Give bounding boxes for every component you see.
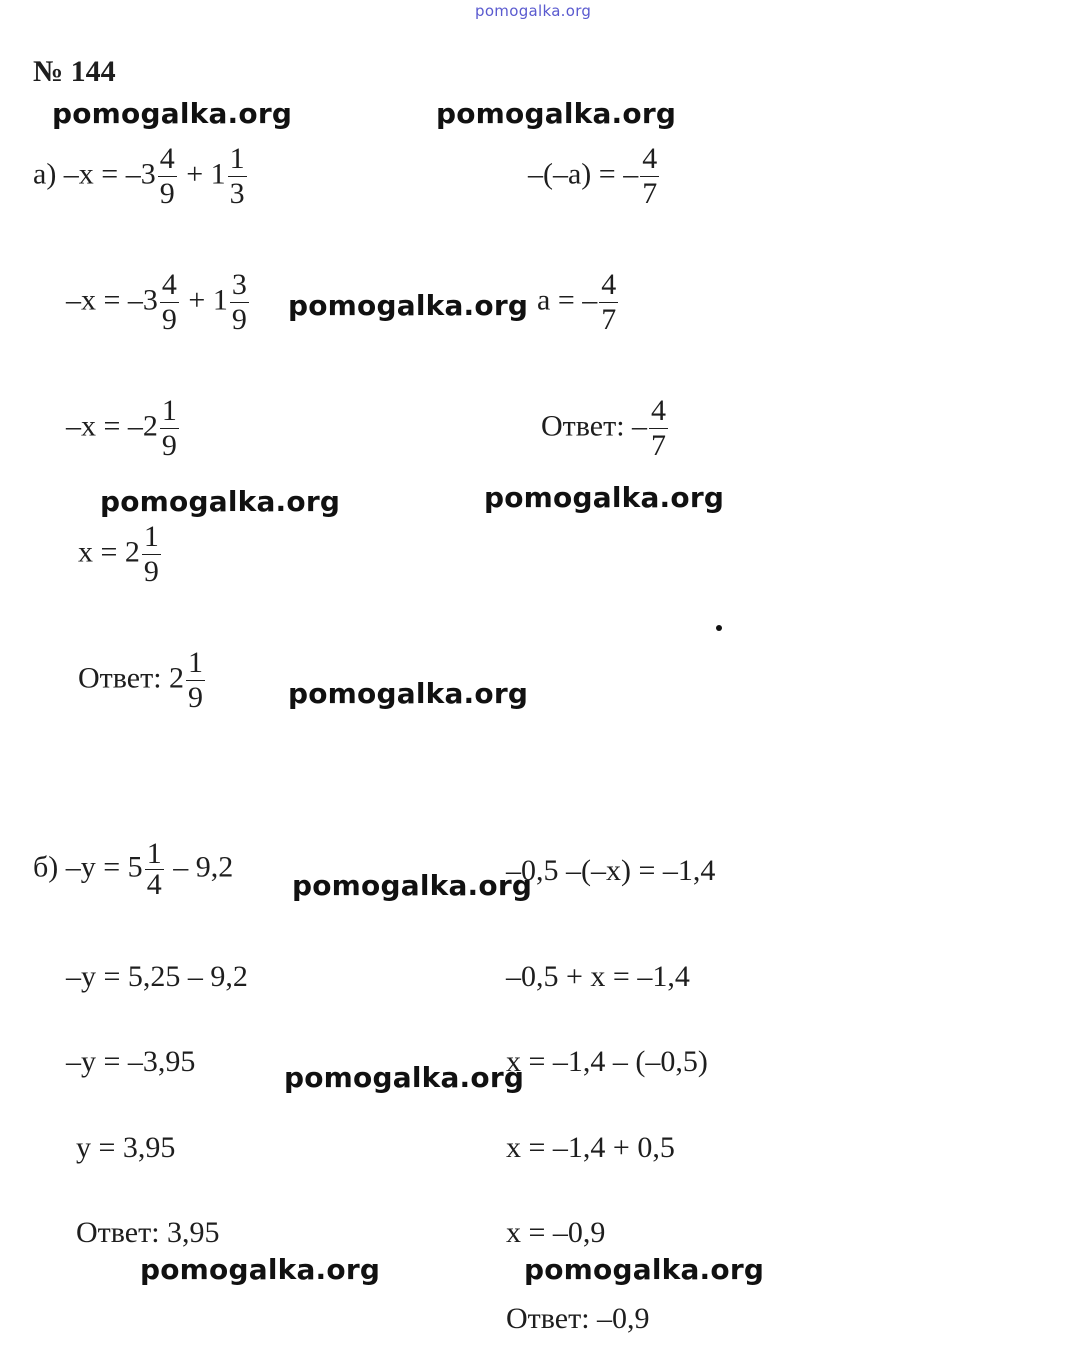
part-a-right-line2: a = – $\frac{4}{7}$ <box>537 268 617 336</box>
part-a-left-line3: –x = –2 $\frac{1}{9}$ <box>66 394 177 462</box>
watermark: pomogalka.org <box>284 1061 525 1094</box>
part-b-right-line3: x = –1,4 – (–0,5) <box>506 1045 708 1078</box>
part-b-right-line5: x = –0,9 <box>506 1216 606 1249</box>
part-a-left-line2: –x = –3 $\frac{4}{9}$ + 1 $\frac{3}{9}$ <box>66 268 247 336</box>
watermark: pomogalka.org <box>52 97 293 130</box>
part-a-left-line4: x = 2 $\frac{1}{9}$ <box>78 520 159 588</box>
part-b-left-line2: –y = 5,25 – 9,2 <box>66 960 248 993</box>
problem-number: № 144 <box>33 55 116 88</box>
part-b-right-line4: x = –1,4 + 0,5 <box>506 1131 675 1164</box>
watermark: pomogalka.org <box>288 289 529 322</box>
watermark: pomogalka.org <box>484 481 725 514</box>
part-b-left-line3: –y = –3,95 <box>66 1045 196 1078</box>
part-b-right-line1: –0,5 –(–x) = –1,4 <box>506 854 716 887</box>
watermark: pomogalka.org <box>100 485 341 518</box>
watermark: pomogalka.org <box>292 869 533 902</box>
watermark: pomogalka.org <box>436 97 677 130</box>
part-a-left-line1: а) –x = –3 $\frac{4}{9}$ + 1 $\frac{1}{3}$ <box>33 142 245 210</box>
site-watermark-top: pomogalka.org <box>475 2 592 20</box>
part-b-right-answer: Ответ: –0,9 <box>506 1302 650 1335</box>
part-b-left-answer: Ответ: 3,95 <box>76 1216 220 1249</box>
part-b-left-line4: y = 3,95 <box>76 1131 176 1164</box>
part-b-left-line1: б) –y = 5 $\frac{1}{4}$ – 9,2 <box>33 837 234 901</box>
watermark: pomogalka.org <box>140 1253 381 1286</box>
part-a-right-answer: Ответ: – $\frac{4}{7}$ <box>541 394 667 462</box>
watermark: pomogalka.org <box>524 1253 765 1286</box>
watermark: pomogalka.org <box>288 677 529 710</box>
stray-dot <box>716 625 722 631</box>
part-a-right-line1: –(–a) = – $\frac{4}{7}$ <box>528 142 658 210</box>
part-b-right-line2: –0,5 + x = –1,4 <box>506 960 690 993</box>
part-a-left-answer: Ответ: 2 $\frac{1}{9}$ <box>78 646 204 714</box>
